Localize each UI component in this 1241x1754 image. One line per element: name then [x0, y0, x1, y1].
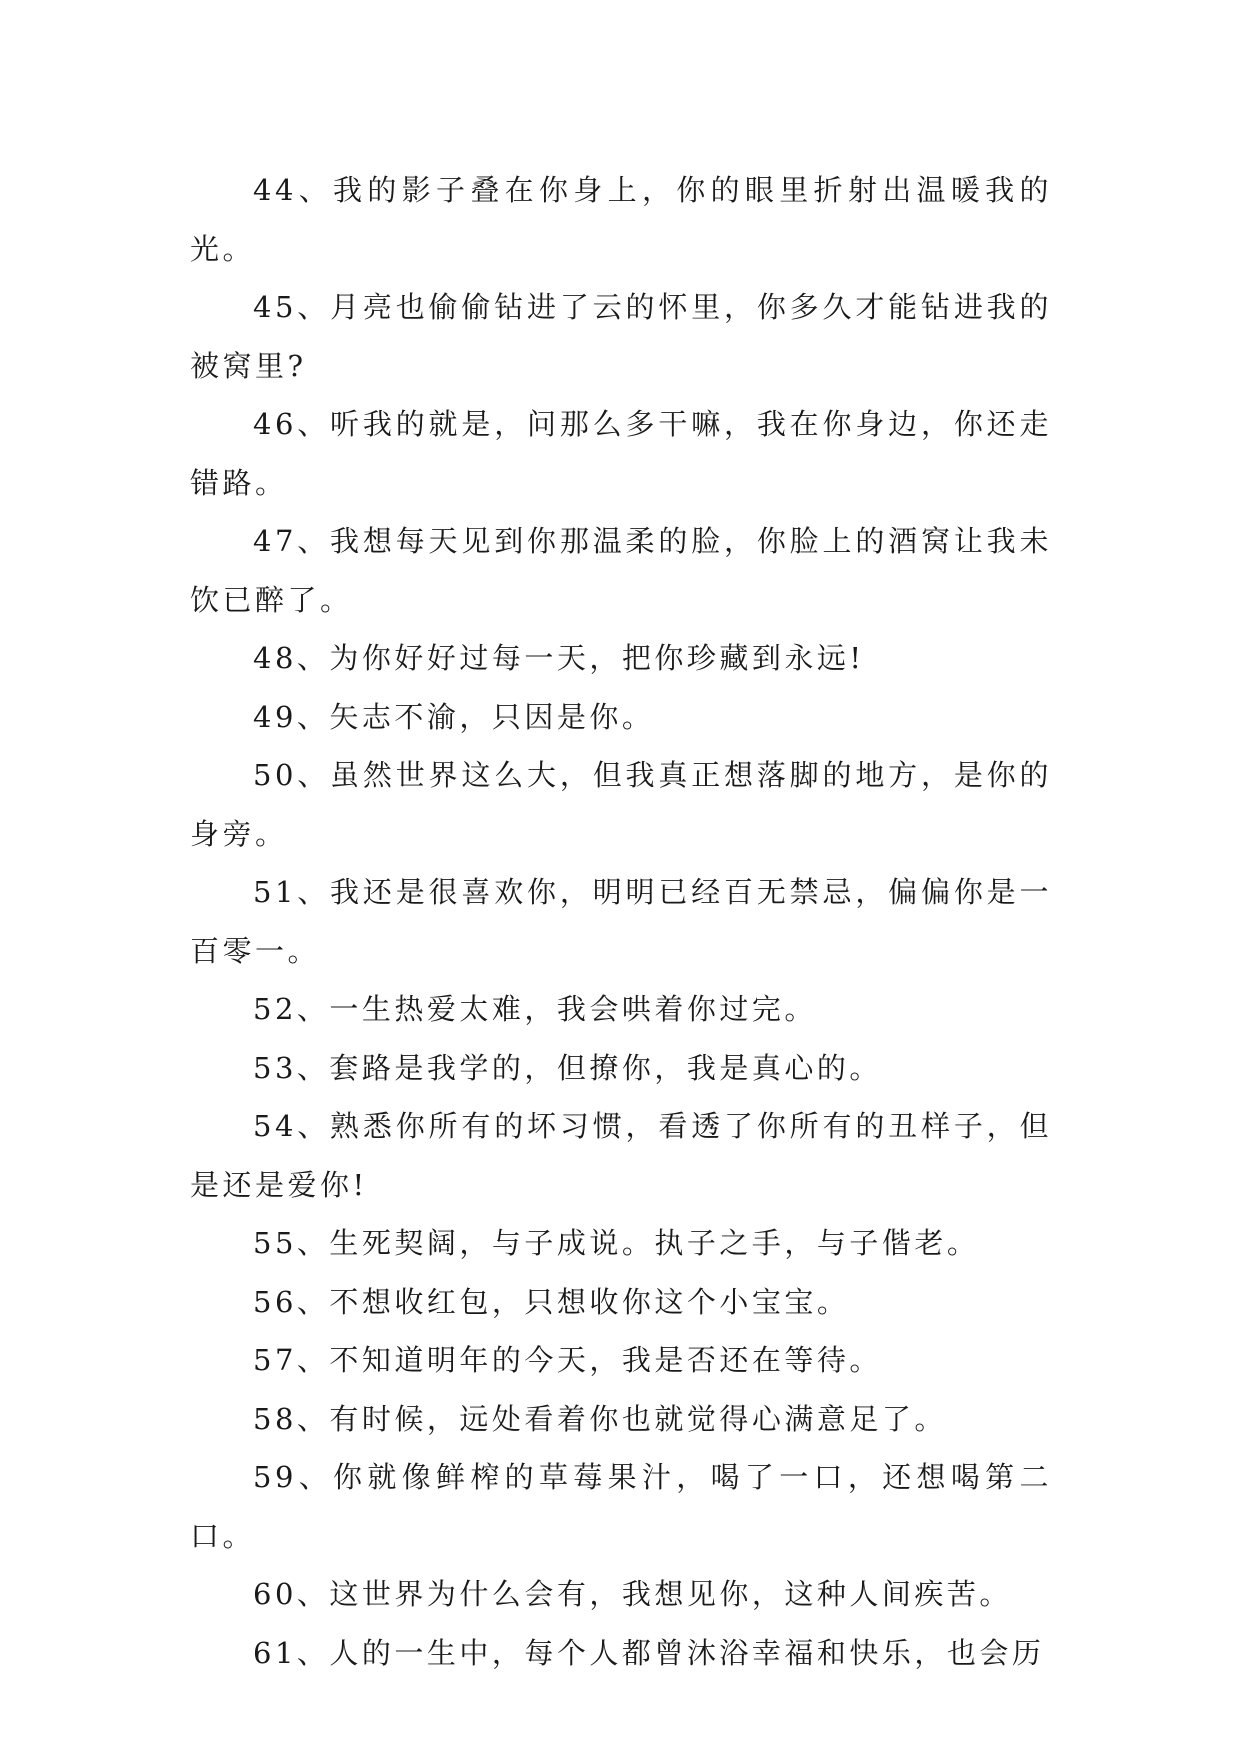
document-body — [190, 161, 1052, 1682]
paragraph-57: 57、不知道明年的今天，我是否还在等待。 — [253, 1343, 882, 1377]
paragraph-61: 61、人的一生中，每个人都曾沐浴幸福和快乐，也会历 — [253, 1635, 1045, 1670]
paragraph-52: 52、一生热爱太难，我会哄着你过完。 — [253, 992, 817, 1026]
paragraph-56: 56、不想收红包，只想收你这个小宝宝。 — [253, 1284, 850, 1319]
paragraph-60: 60、这世界为什么会有，我想见你，这种人间疾苦。 — [253, 1577, 1012, 1611]
paragraph-45: 45、月亮也偷偷钻进了云的怀里，你多久才能钻进我的被窝里? — [190, 290, 1052, 383]
paragraph-59: 59、你就像鲜榨的草莓果汁，喝了一口，还想喝第二口。 — [190, 1460, 1052, 1553]
paragraph-46: 46、听我的就是，问那么多干嘛，我在你身边，你还走错路。 — [190, 407, 1052, 500]
paragraph-58: 58、有时候，远处看着你也就觉得心满意足了。 — [253, 1401, 947, 1436]
paragraph-48: 48、为你好好过每一天，把你珍藏到永远! — [253, 641, 865, 675]
paragraph-55: 55、生死契阔，与子成说。执子之手，与子偕老。 — [253, 1226, 980, 1260]
paragraph-44: 44、我的影子叠在你身上，你的眼里折射出温暖我的光。 — [190, 173, 1052, 266]
paragraph-51: 51、我还是很喜欢你，明明已经百无禁忌，偏偏你是一百零一。 — [190, 875, 1052, 968]
paragraph-49: 49、矢志不渝，只因是你。 — [253, 699, 655, 734]
paragraph-50: 50、虽然世界这么大，但我真正想落脚的地方，是你的身旁。 — [190, 758, 1052, 851]
paragraph-54: 54、熟悉你所有的坏习惯，看透了你所有的丑样子，但是还是爱你! — [190, 1109, 1052, 1202]
paragraph-53: 53、套路是我学的，但撩你，我是真心的。 — [253, 1050, 882, 1085]
paragraph-47: 47、我想每天见到你那温柔的脸，你脸上的酒窝让我未饮已醉了。 — [190, 524, 1052, 617]
